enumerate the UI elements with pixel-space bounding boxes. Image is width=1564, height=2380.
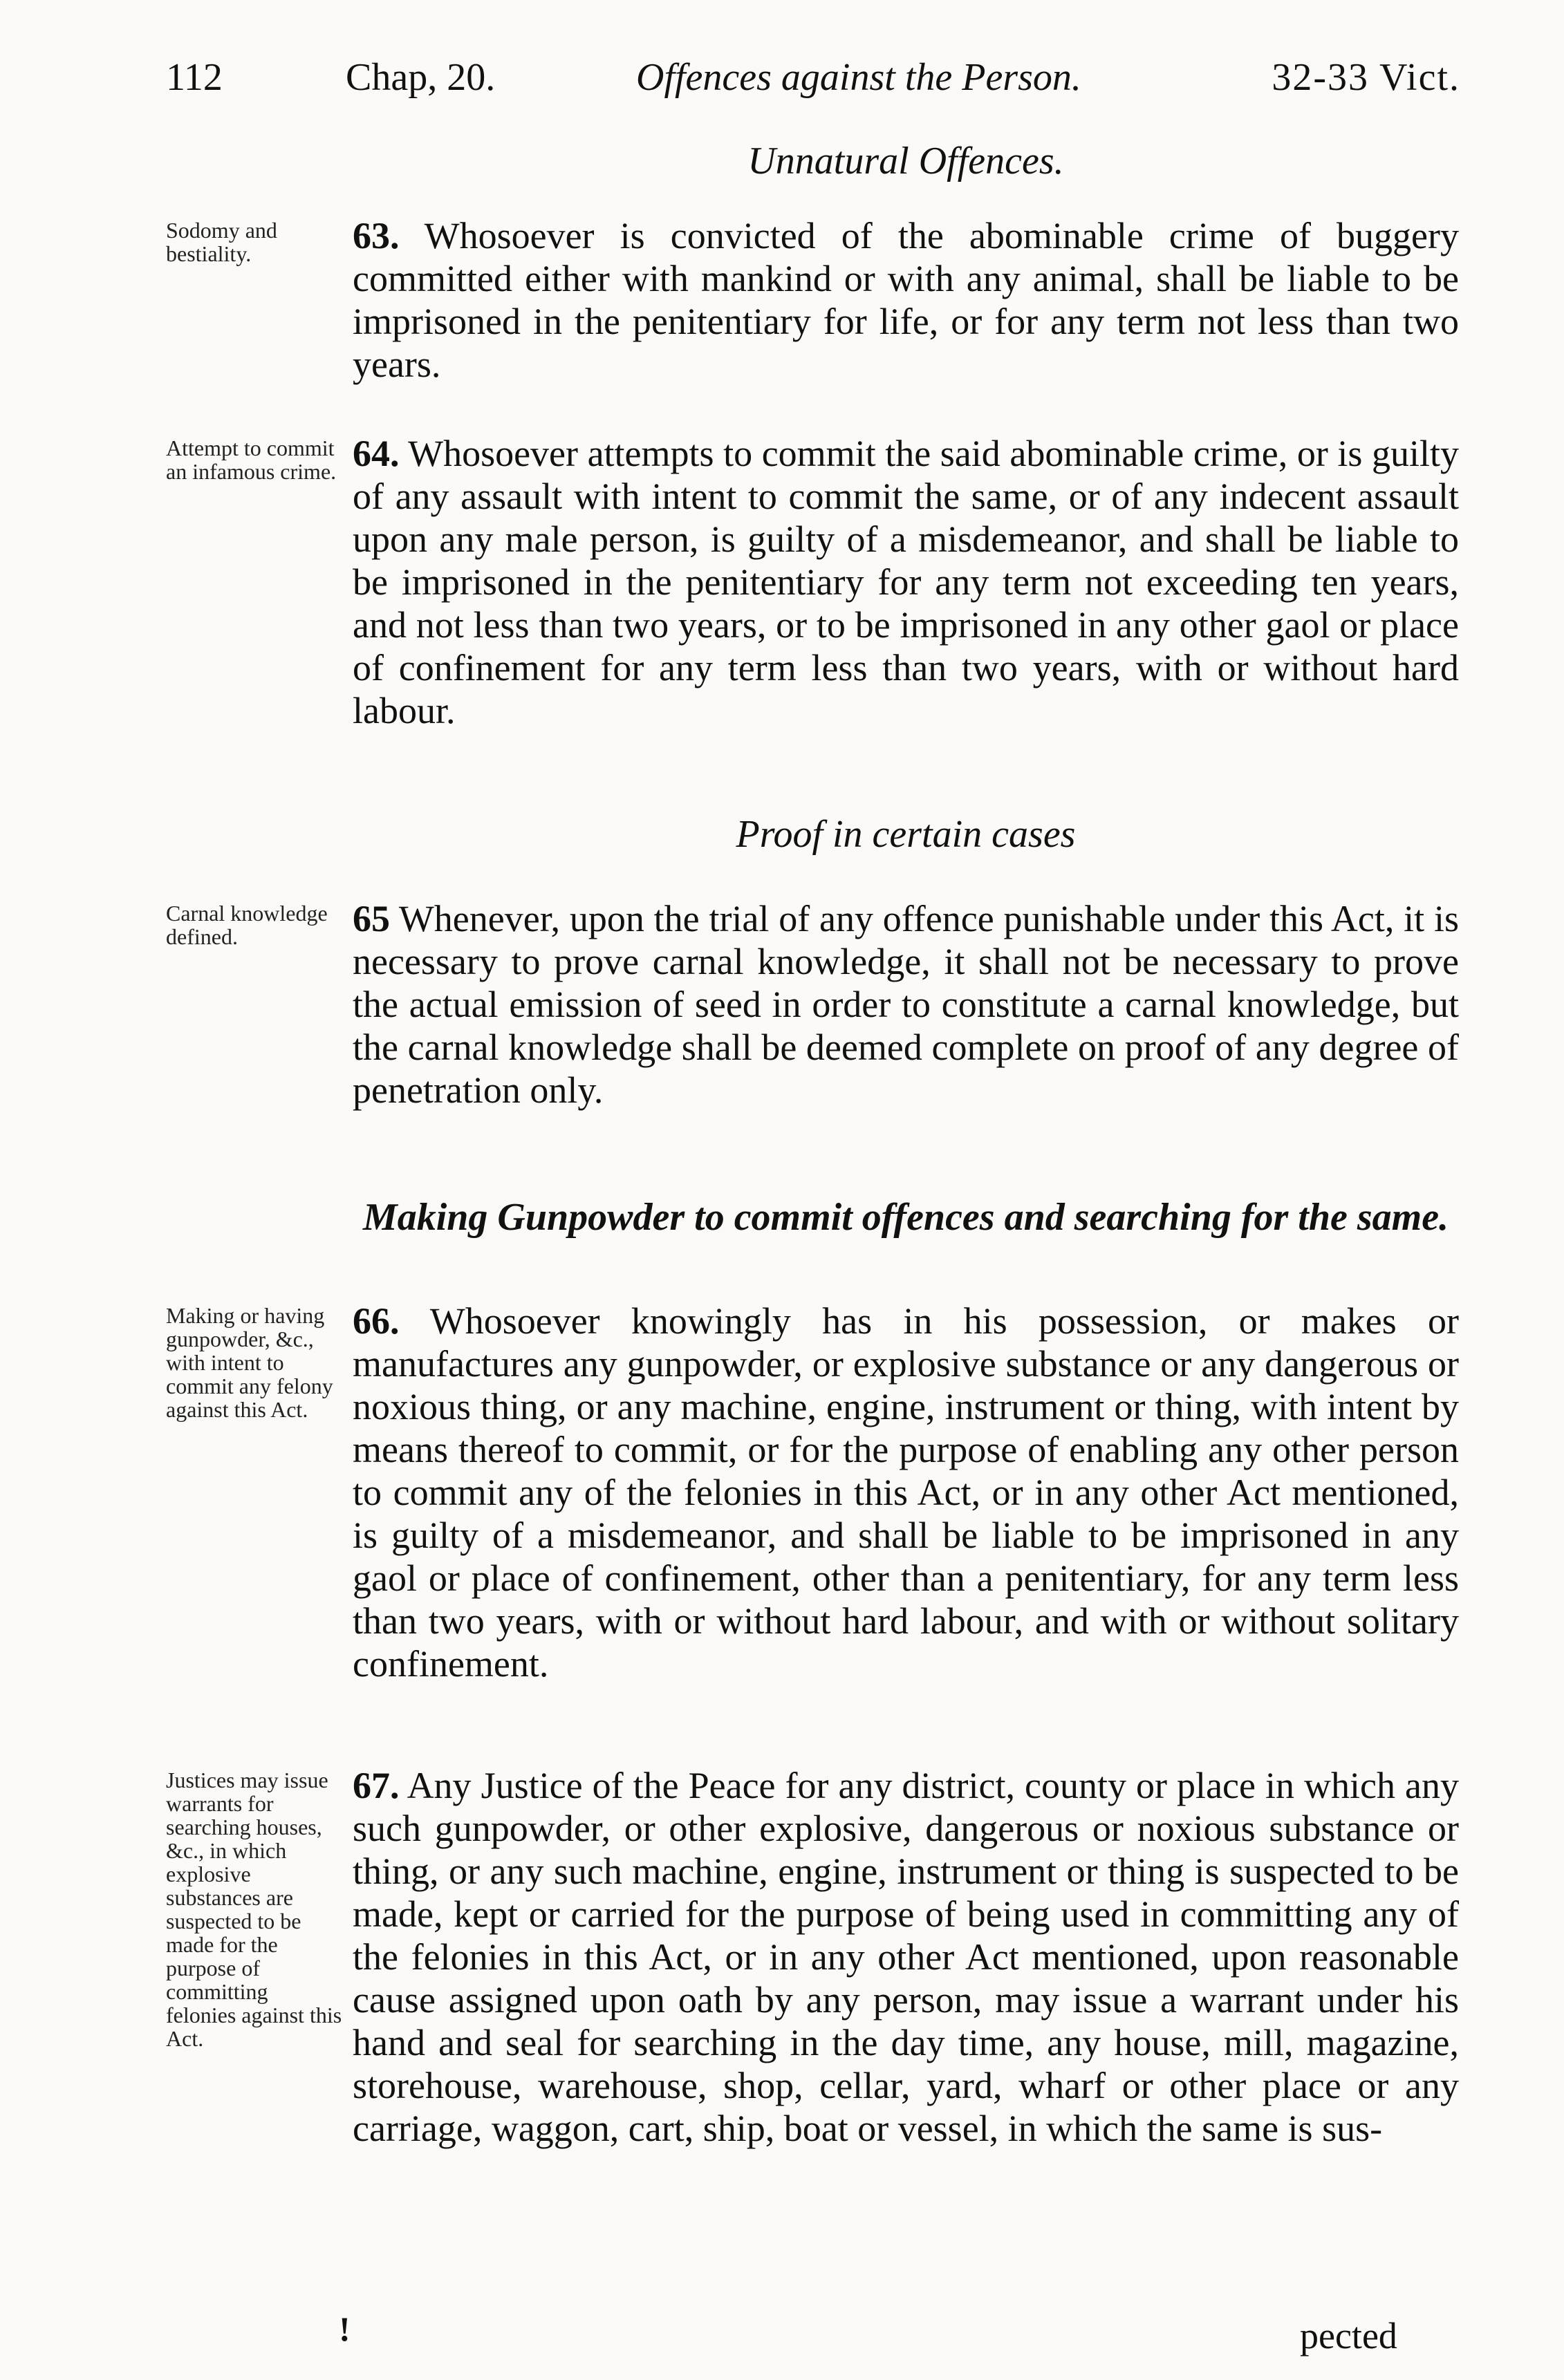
regnal-year: 32-33 Vict. <box>1272 56 1460 99</box>
running-title: Offences against the Person. <box>636 56 1081 99</box>
margin-note: Sodomy and bestiality. <box>166 218 277 266</box>
margin-note: Justices may issue warrants for searching houses, &c., in which explosive substances are suspected to be made for the purpose of committing felonies against this Act. <box>166 1768 342 2051</box>
section-text: Whosoever is convicted of the abominable crime of buggery committed either with mankind or with any animal, shall be liable to be imprisoned in the penitentiary for life, or for any term not less than two years. <box>353 215 1459 385</box>
section-body <box>353 214 1459 386</box>
margin-note: Carnal knowledge defined. <box>166 901 328 949</box>
heading-unnatural-offences: Unnatural Offences. <box>747 140 1064 182</box>
section-text: Any Justice of the Peace for any district, county or place in which any such gunpowder, or other explosive, dangerous or noxious substance or thing, or any such machine, engine, instrument or thing is suspected to be made, kept or carried for the purpose of being used in committing any of the felonies in this Act, or in any other Act mentioned, upon reasonable cause assigned upon oath by any person, may issue a warrant under his hand and seal for searching in the day time, any house, mill, magazine, storehouse, warehouse, shop, cellar, yard, wharf or other place or any carriage, waggon, cart, ship, boat or vessel, in which the same is sus- <box>353 1765 1459 2149</box>
heading-proof-in-certain-cases: Proof in certain cases <box>736 813 1076 856</box>
heading-making-gunpowder: Making Gunpowder to commit offences and searching for the same. <box>362 1196 1449 1239</box>
section-body <box>353 1764 1459 2150</box>
margin-note: Attempt to commit an infamous crime. <box>166 435 337 484</box>
section-body <box>353 897 1459 1112</box>
catchword: pected <box>1300 2315 1397 2356</box>
running-head <box>166 50 1460 105</box>
section-number: 67. <box>353 1765 400 1806</box>
section-text: Whenever, upon the trial of any offence punishable under this Act, it is necessary to prove carnal knowledge, it shall not be necessary to prove the actual emission of seed in order to constitute a carnal knowledge, but the carnal knowledge shall be deemed complete on proof of any degree of penetration only. <box>353 898 1459 1111</box>
section-text: Whosoever knowingly has in his possession, or makes or manufactures any gunpowder, or explosive substance or any dangerous or noxious thing, or any machine, engine, instrument or thing, with intent by means thereof to commit, or for the purpose of enabling any other person to commit any of the felonies in this Act, or in any other Act mentioned, is guilty of a misdemeanor, and shall be liable to be imprisoned in any gaol or place of confinement, other than a penitentiary, for any term less than two years, with or without hard labour, and with or without solitary confinement. <box>353 1300 1459 1685</box>
stray-print-mark: ! <box>339 2309 351 2348</box>
section-number: 64. <box>353 433 400 474</box>
section-body <box>353 432 1459 732</box>
section-number: 65 <box>353 898 390 939</box>
section-body <box>353 1300 1459 1685</box>
section-number: 63. <box>353 215 400 256</box>
chapter-label: Chap, 20. <box>346 56 496 99</box>
section-text: Whosoever attempts to commit the said abominable crime, or is guilty of any assault with intent to commit the same, or of any indecent assault upon any male person, is guilty of a misdemeanor, and shall be liable to be imprisoned in the penitentiary for any term not exceeding ten years, and not less than two years, or to be imprisoned in any other gaol or place of confinement for any term less than two years, with or without hard labour. <box>353 433 1459 731</box>
section-number: 66. <box>353 1300 400 1342</box>
margin-note: Making or having gunpowder, &c., with intent to commit any felony against this Act. <box>166 1303 333 1422</box>
page-number: 112 <box>166 56 223 99</box>
